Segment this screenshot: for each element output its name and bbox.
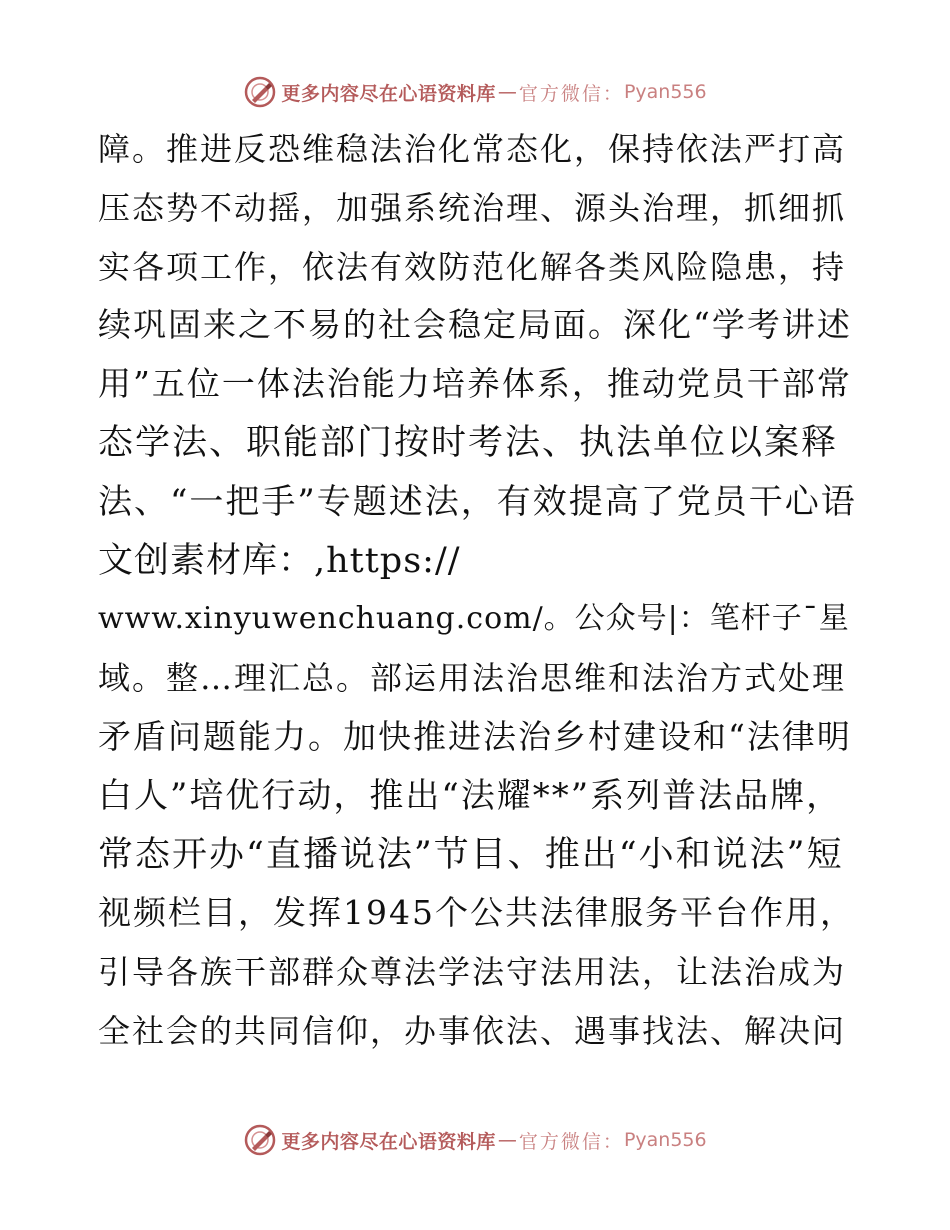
- pen-logo-icon: [243, 75, 277, 109]
- watermark-sub-text: 官方微信：: [518, 1130, 624, 1153]
- watermark-sub-text: 官方微信：: [518, 82, 624, 105]
- body-line: 障。推进反恐维稳法治化常态化，保持依法严打高: [98, 130, 847, 168]
- body-line: 引导各族干部群众尊法学法守法用法，让法治成为: [98, 953, 847, 992]
- watermark-wechat-id: Pyan556: [623, 81, 707, 103]
- body-line: 法、“一把手”专题述法，有效提高了党员干心语: [98, 481, 857, 522]
- body-line: 视频栏目，发挥1945个公共法律服务平台作用，: [98, 893, 855, 933]
- header-watermark: [0, 72, 950, 112]
- watermark-dash: —: [497, 1129, 517, 1151]
- body-line: 域。整…理汇总。部运用法治思维和法治方式处理: [98, 659, 847, 698]
- body-line: 矛盾问题能力。加快推进法治乡村建设和“法律明: [98, 716, 852, 756]
- watermark-main-text: 更多内容尽在心语资料库: [281, 1130, 496, 1153]
- body-line: 实各项工作，依法有效防范化解各类风险隐患，持: [98, 247, 847, 286]
- body-line: 文创素材库：,https://: [98, 540, 461, 581]
- body-line: www.xinyuwenchuang.com/。公众号|：笔杆子¯星: [98, 601, 850, 637]
- body-line: 用”五位一体法治能力培养体系，推动党员干部常: [98, 364, 852, 404]
- body-line: 白人”培优行动，推出“法耀**”系列普法品牌，: [98, 775, 843, 816]
- body-line: 常态开办“直播说法”节目、推出“小和说法”短: [98, 834, 844, 875]
- body-line: 续巩固来之不易的社会稳定局面。深化“学考讲述: [98, 305, 852, 345]
- body-line: 态学法、职能部门按时考法、执法单位以案释: [98, 422, 839, 463]
- pen-logo-icon: [243, 1123, 277, 1157]
- watermark-wechat-id: Pyan556: [623, 1129, 707, 1151]
- document-body: [98, 120, 858, 1061]
- body-line: 压态势不动摇，加强系统治理、源头治理，抓细抓: [98, 188, 847, 227]
- watermark-dash: —: [497, 81, 517, 103]
- body-line: 全社会的共同信仰，办事依法、遇事找法、解决问: [98, 1011, 847, 1050]
- footer-watermark: [0, 1120, 950, 1160]
- watermark-main-text: 更多内容尽在心语资料库: [281, 82, 496, 105]
